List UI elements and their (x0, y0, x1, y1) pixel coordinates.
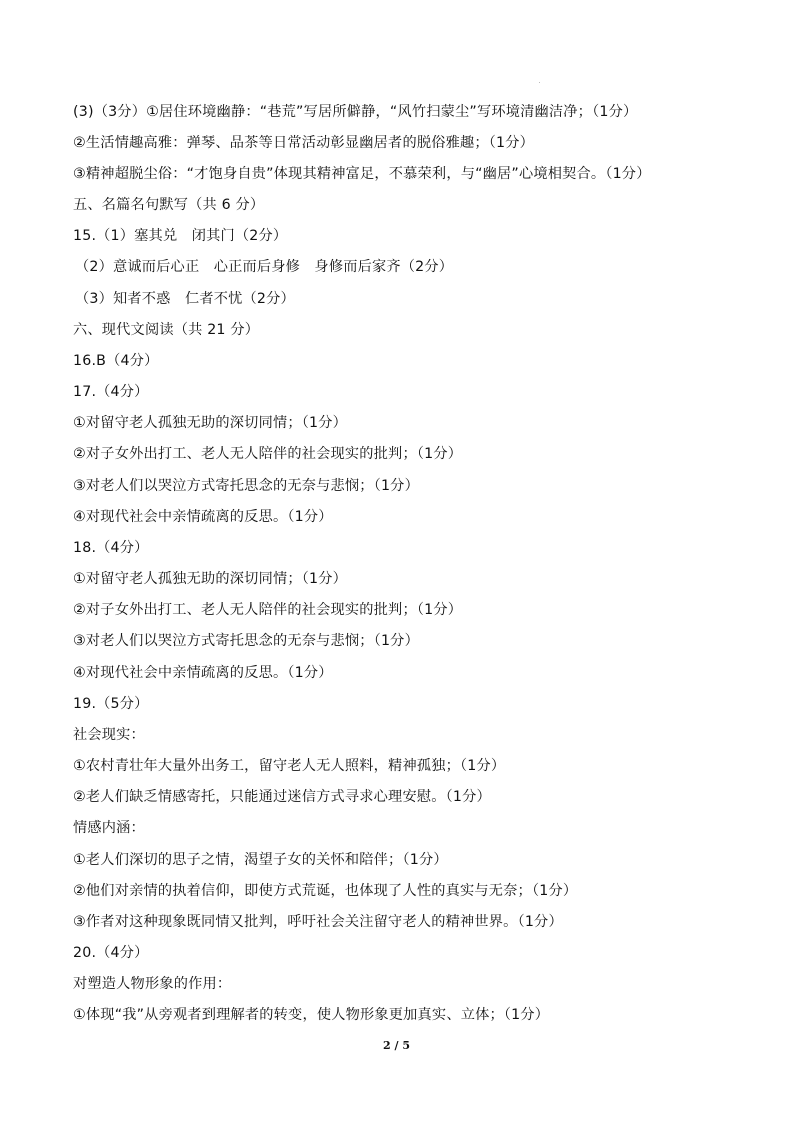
page-number: 2 / 5 (383, 1039, 410, 1052)
answer-line: ③精神超脱尘俗：“才饱身自贵”体现其精神富足，不慕荣利，与“幽居”心境相契合。（1分） (73, 166, 651, 182)
answer-line: ①老人们深切的思子之情，渴望子女的关怀和陪伴；（1分） (73, 852, 448, 868)
answer-line: ④对现代社会中亲情疏离的反思。（1分） (73, 509, 333, 525)
answer-line: ①对留守老人孤独无助的深切同情；（1分） (73, 415, 348, 431)
answer-line: ②对子女外出打工、老人无人陪伴的社会现实的批判；（1分） (73, 602, 463, 618)
section-heading: 六、现代文阅读（共 21 分） (73, 322, 260, 338)
answer-line: ②对子女外出打工、老人无人陪伴的社会现实的批判；（1分） (73, 446, 463, 462)
question-number: 19.（5分） (73, 696, 149, 712)
answer-line: ④对现代社会中亲情疏离的反思。（1分） (73, 665, 333, 681)
answer-line: （2）意诚而后心正 心正而后身修 身修而后家齐（2分） (75, 259, 454, 275)
answer-line: ①体现“我”从旁观者到理解者的转变，使人物形象更加真实、立体；（1分） (73, 1007, 550, 1023)
answer-line: 15.（1）塞其兑 闭其门（2分） (73, 228, 288, 244)
scan-speck (539, 82, 540, 83)
answer-line: ①对留守老人孤独无助的深切同情；（1分） (73, 571, 348, 587)
section-heading: 五、名篇名句默写（共 6 分） (73, 197, 265, 213)
answer-line: （3）知者不惑 仁者不忧（2分） (75, 291, 295, 307)
subheading: 社会现实： (73, 727, 145, 743)
answer-line: ②他们对亲情的执着信仰，即使方式荒诞，也体现了人性的真实与无奈；（1分） (73, 883, 578, 899)
question-number: 18.（4分） (73, 540, 149, 556)
question-number: 20.（4分） (73, 945, 149, 961)
answer-line: ②老人们缺乏情感寄托，只能通过迷信方式寻求心理安慰。（1分） (73, 789, 491, 805)
answer-line: (3)（3分）①居住环境幽静：“巷荒”写居所僻静，“风竹扫蒙尘”写环境清幽洁净；（1分） (73, 104, 638, 120)
question-number: 17.（4分） (73, 384, 149, 400)
answer-line: ①农村青壮年大量外出务工，留守老人无人照料，精神孤独；（1分） (73, 758, 506, 774)
question-number: 16.B（4分） (73, 353, 159, 369)
answer-line: ③对老人们以哭泣方式寄托思念的无奈与悲悯；（1分） (73, 478, 419, 494)
answer-line: ②生活情趣高雅：弹琴、品茶等日常活动彰显幽居者的脱俗雅趣；（1分） (73, 135, 535, 151)
answer-line: ③作者对这种现象既同情又批判，呼吁社会关注留守老人的精神世界。（1分） (73, 914, 563, 930)
answer-line: ③对老人们以哭泣方式寄托思念的无奈与悲悯；（1分） (73, 633, 419, 649)
subheading: 情感内涵： (73, 820, 145, 836)
subheading: 对塑造人物形象的作用： (73, 976, 232, 992)
